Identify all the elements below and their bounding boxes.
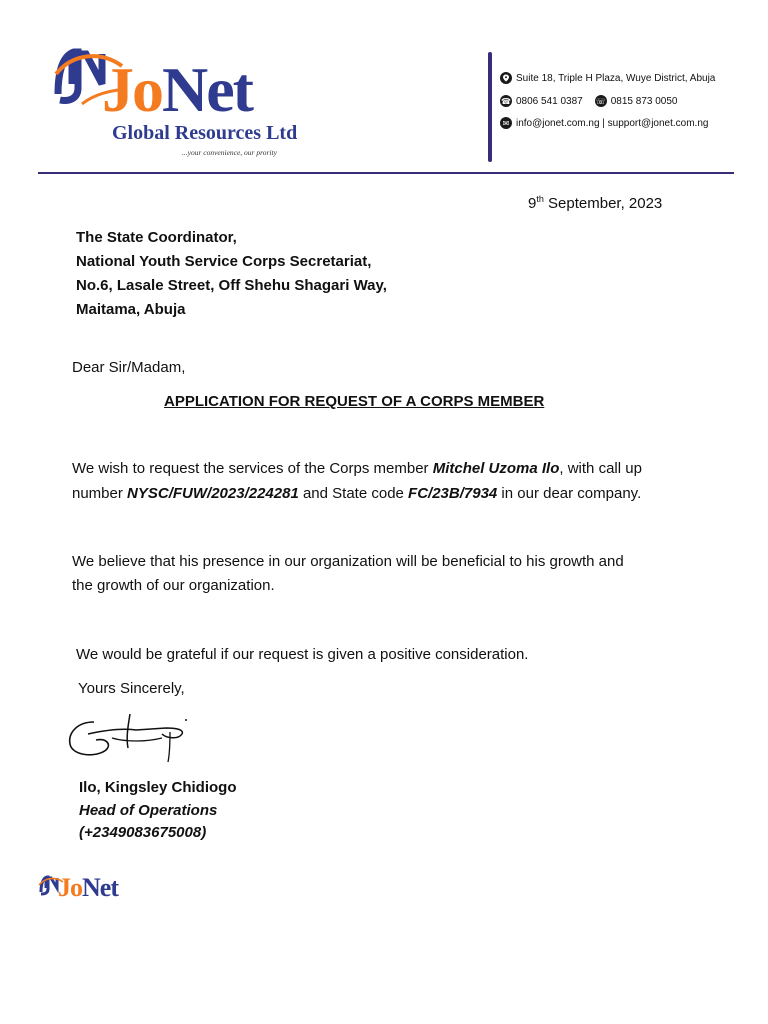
letter-subject: APPLICATION FOR REQUEST OF A CORPS MEMBER (164, 393, 545, 410)
logo-wordmark (102, 54, 252, 125)
email-text: info@jonet.com.ng | support@jonet.com.ng (516, 117, 709, 129)
footer-logo (38, 872, 148, 908)
paragraph-1-line-2: number NYSC/FUW/2023/224281 and State code FC/23B/7934 in our dear company. (72, 485, 642, 502)
logo-tagline: ...your convenience, our prority (182, 148, 277, 157)
paragraph-3: We would be grateful if our request is given a positive consideration. (76, 646, 529, 663)
location-pin-icon (500, 72, 512, 84)
recipient-line-1: The State Coordinator, (76, 229, 237, 246)
signer-phone: (+2349083675008) (79, 824, 207, 841)
logo-company-name: Global Resources Ltd (112, 122, 298, 144)
recipient-line-3: No.6, Lasale Street, Off Shehu Shagari Way, (76, 277, 387, 294)
whatsapp-icon: ☏ (595, 96, 606, 106)
recipient-line-4: Maitama, Abuja (76, 301, 186, 318)
paragraph-1-line-1: We wish to request the services of the Corps member Mitchel Uzoma Ilo, with call up (72, 460, 642, 477)
paragraph-2-line-1: We believe that his presence in our organization will be beneficial to his growth and (72, 553, 624, 570)
letterhead-divider (488, 52, 492, 162)
call-up-number: NYSC/FUW/2023/224281 (127, 485, 299, 502)
corps-member-name: Mitchel Uzoma Ilo (432, 460, 560, 477)
footer-wordmark: JoNet (58, 873, 118, 902)
phone-1: 0806 541 0387 (516, 95, 583, 107)
recipient-line-2: National Youth Service Corps Secretariat, (76, 253, 372, 270)
email-row (500, 117, 708, 129)
phone-row (500, 95, 677, 107)
address-row (500, 72, 715, 84)
letter-date: 9th September, 2023 (528, 194, 663, 212)
phone-2: 0815 873 0050 (610, 95, 678, 107)
signer-name: Ilo, Kingsley Chidiogo (79, 779, 237, 796)
state-code: FC/23B/7934 (408, 485, 498, 502)
paragraph-2-line-2: the growth of our organization. (72, 577, 275, 594)
closing: Yours Sincerely, (78, 680, 185, 697)
logo-jo: Jo (102, 54, 162, 125)
company-logo (52, 44, 322, 164)
signer-title: Head of Operations (79, 802, 218, 819)
email-icon: ✉ (500, 117, 512, 129)
letterhead-rule (38, 172, 734, 174)
handwritten-signature (66, 708, 196, 768)
logo-net: Net (162, 54, 252, 125)
address-text: Suite 18, Triple H Plaza, Wuye District, Abuja (516, 72, 716, 84)
phone-icon: ☎ (501, 96, 511, 106)
salutation: Dear Sir/Madam, (72, 359, 186, 376)
